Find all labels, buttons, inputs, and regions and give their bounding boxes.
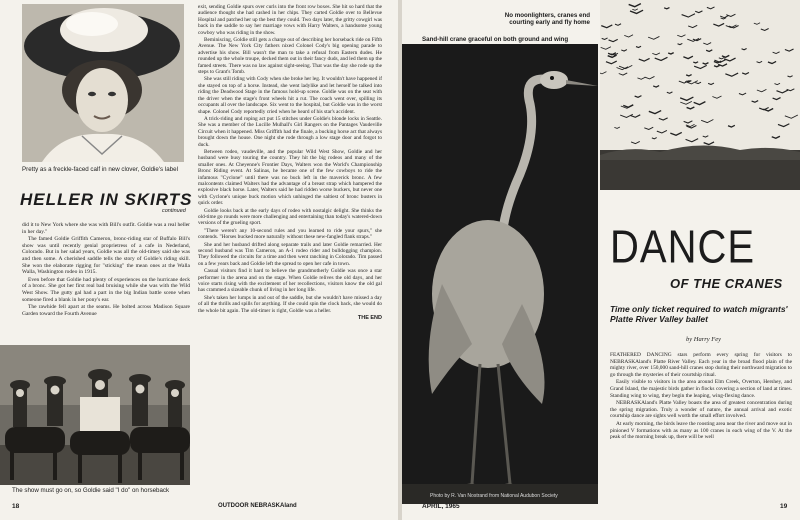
byline: by Harry Fey (686, 336, 722, 343)
col2-para: A trick-riding and roping act put 15 stitches under Goldie's blonde locks in Seattle. She was a member of the Lucille Mulhall's Girl Rangers on the Pantages Vaudeville Circuit when it happened. Miss Griffith had the finale, a bucking horse act that always brought down the house. One night she rode through a low stage door and forgot to duck. (198, 115, 382, 148)
caption-bottom: The show must go on, so Goldie said "I do" on horseback (12, 487, 170, 494)
crane-para: FEATHERED DANCING stars perform every spring for visitors to NEBRASKAland's Platte River Valley. Each year in the broad flood plain of the mighty river, over 150,000 sand-hill cranes stop during their northward migration to go through the mysteries of their courtship ritual. (610, 352, 792, 378)
deck: Time only ticket required to watch migrants' Platte River Valley ballet (610, 304, 788, 324)
left-page (0, 0, 398, 520)
issue-date: APRIL, 1965 (422, 503, 460, 510)
sandhill-crane-photo (402, 44, 598, 504)
caption-crane: Sand-hill crane graceful on both ground and wing (422, 36, 569, 43)
col2-para: She's taken her lumps in and out of the saddle, but she wouldn't have missed a day of all the thrills and spills for anything. If she could spin the clock back, she would do the whole bit again. The old-timer is right, Goldie was a heller. (198, 294, 382, 314)
col2-para: exit, sending Goldie spurs over curls into the front row boxes. She hit so hard that the audience thought she had cashed in her chips. They carted Goldie over to Bellevue Hospital and patched her up the best they could. Two days later, the gritty cowgirl was back in the saddle to say her marriage vows with Harry Walters, a handsome young cowboy who was riding in the show. (198, 4, 382, 36)
col2-para: She and her husband drifted along separate trails and later Goldie remarried. Her second husband was Tim Cameron, an A-1 rodeo rider and bulldogging champion. They followed the circuits for a time and then went ranching in Colorado. Tim passed on a few years back and Goldie left the spread to open her cafe in town. (198, 241, 382, 267)
magazine-name: OUTDOOR NEBRASKAland (218, 503, 297, 509)
photo-credit: Photo by R. Van Nostrand from National Audubon Society (430, 493, 558, 499)
col2-para: "There weren't any 10-second rules and you learned to ride your spurs," she contends. "Horses bucked more naturally without these new-fangled flank straps." (198, 227, 382, 241)
col1-para: The rawhide fell apart at the seams. He bolted across Madison Square Garden toward the Fourth Avenue (22, 304, 190, 317)
col2-para: Goldie looks back at the early days of rodeo with nostalgic delight. She thinks the old-time go rounds were more challenging and entertaining than today's watered-down versions of the grueling sport. (198, 207, 382, 227)
headline-heller-in-skirts: HELLER IN SKIRTS (20, 190, 193, 209)
col2-para: Beminiscing, Goldie still gets a charge out of describing her horseback ride on Fifth Avenue. The New York City fathers nixed Colonel Cody's big opening parade to advertise his show. Bill wasn't the man to take a refusal from Eastern dudes. He rounded up the whole troupe, decked them out in their fancy duds, and led them up the famed streets. There was no law against sight-seeing. That was the day she rode up the steps to Grant's Tomb. (198, 37, 382, 76)
crane-para: At early morning, the birds leave the roosting area near the river and move out in pinioned V formations with as many as 100 cranes in each wing of the V. At the peak of the morning break up, there will be well (610, 420, 792, 441)
cranes-in-flight-photo (600, 0, 800, 190)
the-end: THE END (357, 315, 382, 322)
headline-continued: continued (162, 208, 186, 214)
crane-para: Easily visible to visitors in the area around Elm Creek, Overton, Hershey, and Grand Island, the majestic birds gather in flocks covering a section of land at times. Standing wing to wing, they begin the leaping, wing-flexing dance. (610, 379, 792, 399)
horseback-wedding-photo (0, 345, 190, 485)
col1-para: did it to New York where she was with Bill's outfit. Goldie was a real heller in her day." (22, 222, 190, 235)
page-number-left: 18 (12, 503, 20, 510)
column-2 (198, 4, 382, 492)
caption-moonlighters: No moonlighters, cranes end courting early and fly home (504, 12, 590, 26)
right-page (402, 0, 800, 520)
crane-body-column (610, 352, 792, 498)
headline-dance: DANCE (610, 222, 756, 273)
crane-para: NEBRASKAland's Platte Valley boasts the area of greatest concentration during the spring migration. Truly a wonder of nature, the annual arrival and exotic courtship dance are sights well worth the small effort involved. (610, 400, 792, 420)
caption-top: Pretty as a freckle-faced calf in new clover, Goldie's label (22, 166, 178, 173)
headline-of-the-cranes: OF THE CRANES (670, 276, 783, 291)
col1-para: Even before that Goldie had plenty of experiences on the hurricane deck of a bronc. She got her first real bad bruising while she was with the Wild West Show. The gutty gal had a part in the big Indian battle scene when someone fired a blank in her pony's ear. (22, 276, 190, 303)
column-1 (22, 222, 190, 344)
col2-para: Casual visitors find it hard to believe the grandmotherly Goldie was once a star performer in the arena and on the stage. When Goldie relives the old days, and her voice starts rising with the excitement of her recollections, visitors know the old gal has crammed a sizeable chunk of living in her long life. (198, 268, 382, 294)
goldie-portrait-photo (22, 4, 184, 162)
col2-para: Between rodeo, vaudeville, and the popular Wild West Show, Goldie and her husband were busy touring the country. They hit the big rodeos and many of the smaller ones. At Cheyenne's Frontier Days, Walters won the World's Championship Bronc Riding event. At Salinas, he became one of the few cowboys to ride the infamous "Cyclone" until there was no buck left in the maverick bronc. A few malcontents claimed Walters had the advantage of a breast strap which hampered the explosive black horse. Later, Walters said he had ridden worse buckers, but never one with Cyclone's unique buck motion which unhinged the saltiest of bronc busters in quick order. (198, 148, 382, 207)
col1-para: The famed Goldie Griffith Cameron, bronc-riding star of Buffalo Bill's show was until recently genial proprietress of a cafe in Nederland, Colorado. But in her salad years, Goldie was all the old-timey said she was and then some. A cherished saddle tells the story of Goldie's riding skill. She won the elaborate rigging for "sticking" the mean ones at the Walla Walla, Washington rodeo in 1915. (22, 236, 190, 276)
page-number-right: 19 (780, 503, 788, 510)
col2-para: She was still riding with Cody when she broke her leg. It wouldn't have happened if she stayed on top of a horse. Instead, she went ladylike and let herself be talked into riding the Deadwood Stage in the famous hold-up scene. Goldie was on the seat with the driver when the stage's front wheels hit a rut. The coach went over, spilling its occupants all over the landscape. Six went to the hospital, but Goldie was in the worst shape. Colonel Cody reportedly cried when he heard of his star's accident. (198, 76, 382, 115)
